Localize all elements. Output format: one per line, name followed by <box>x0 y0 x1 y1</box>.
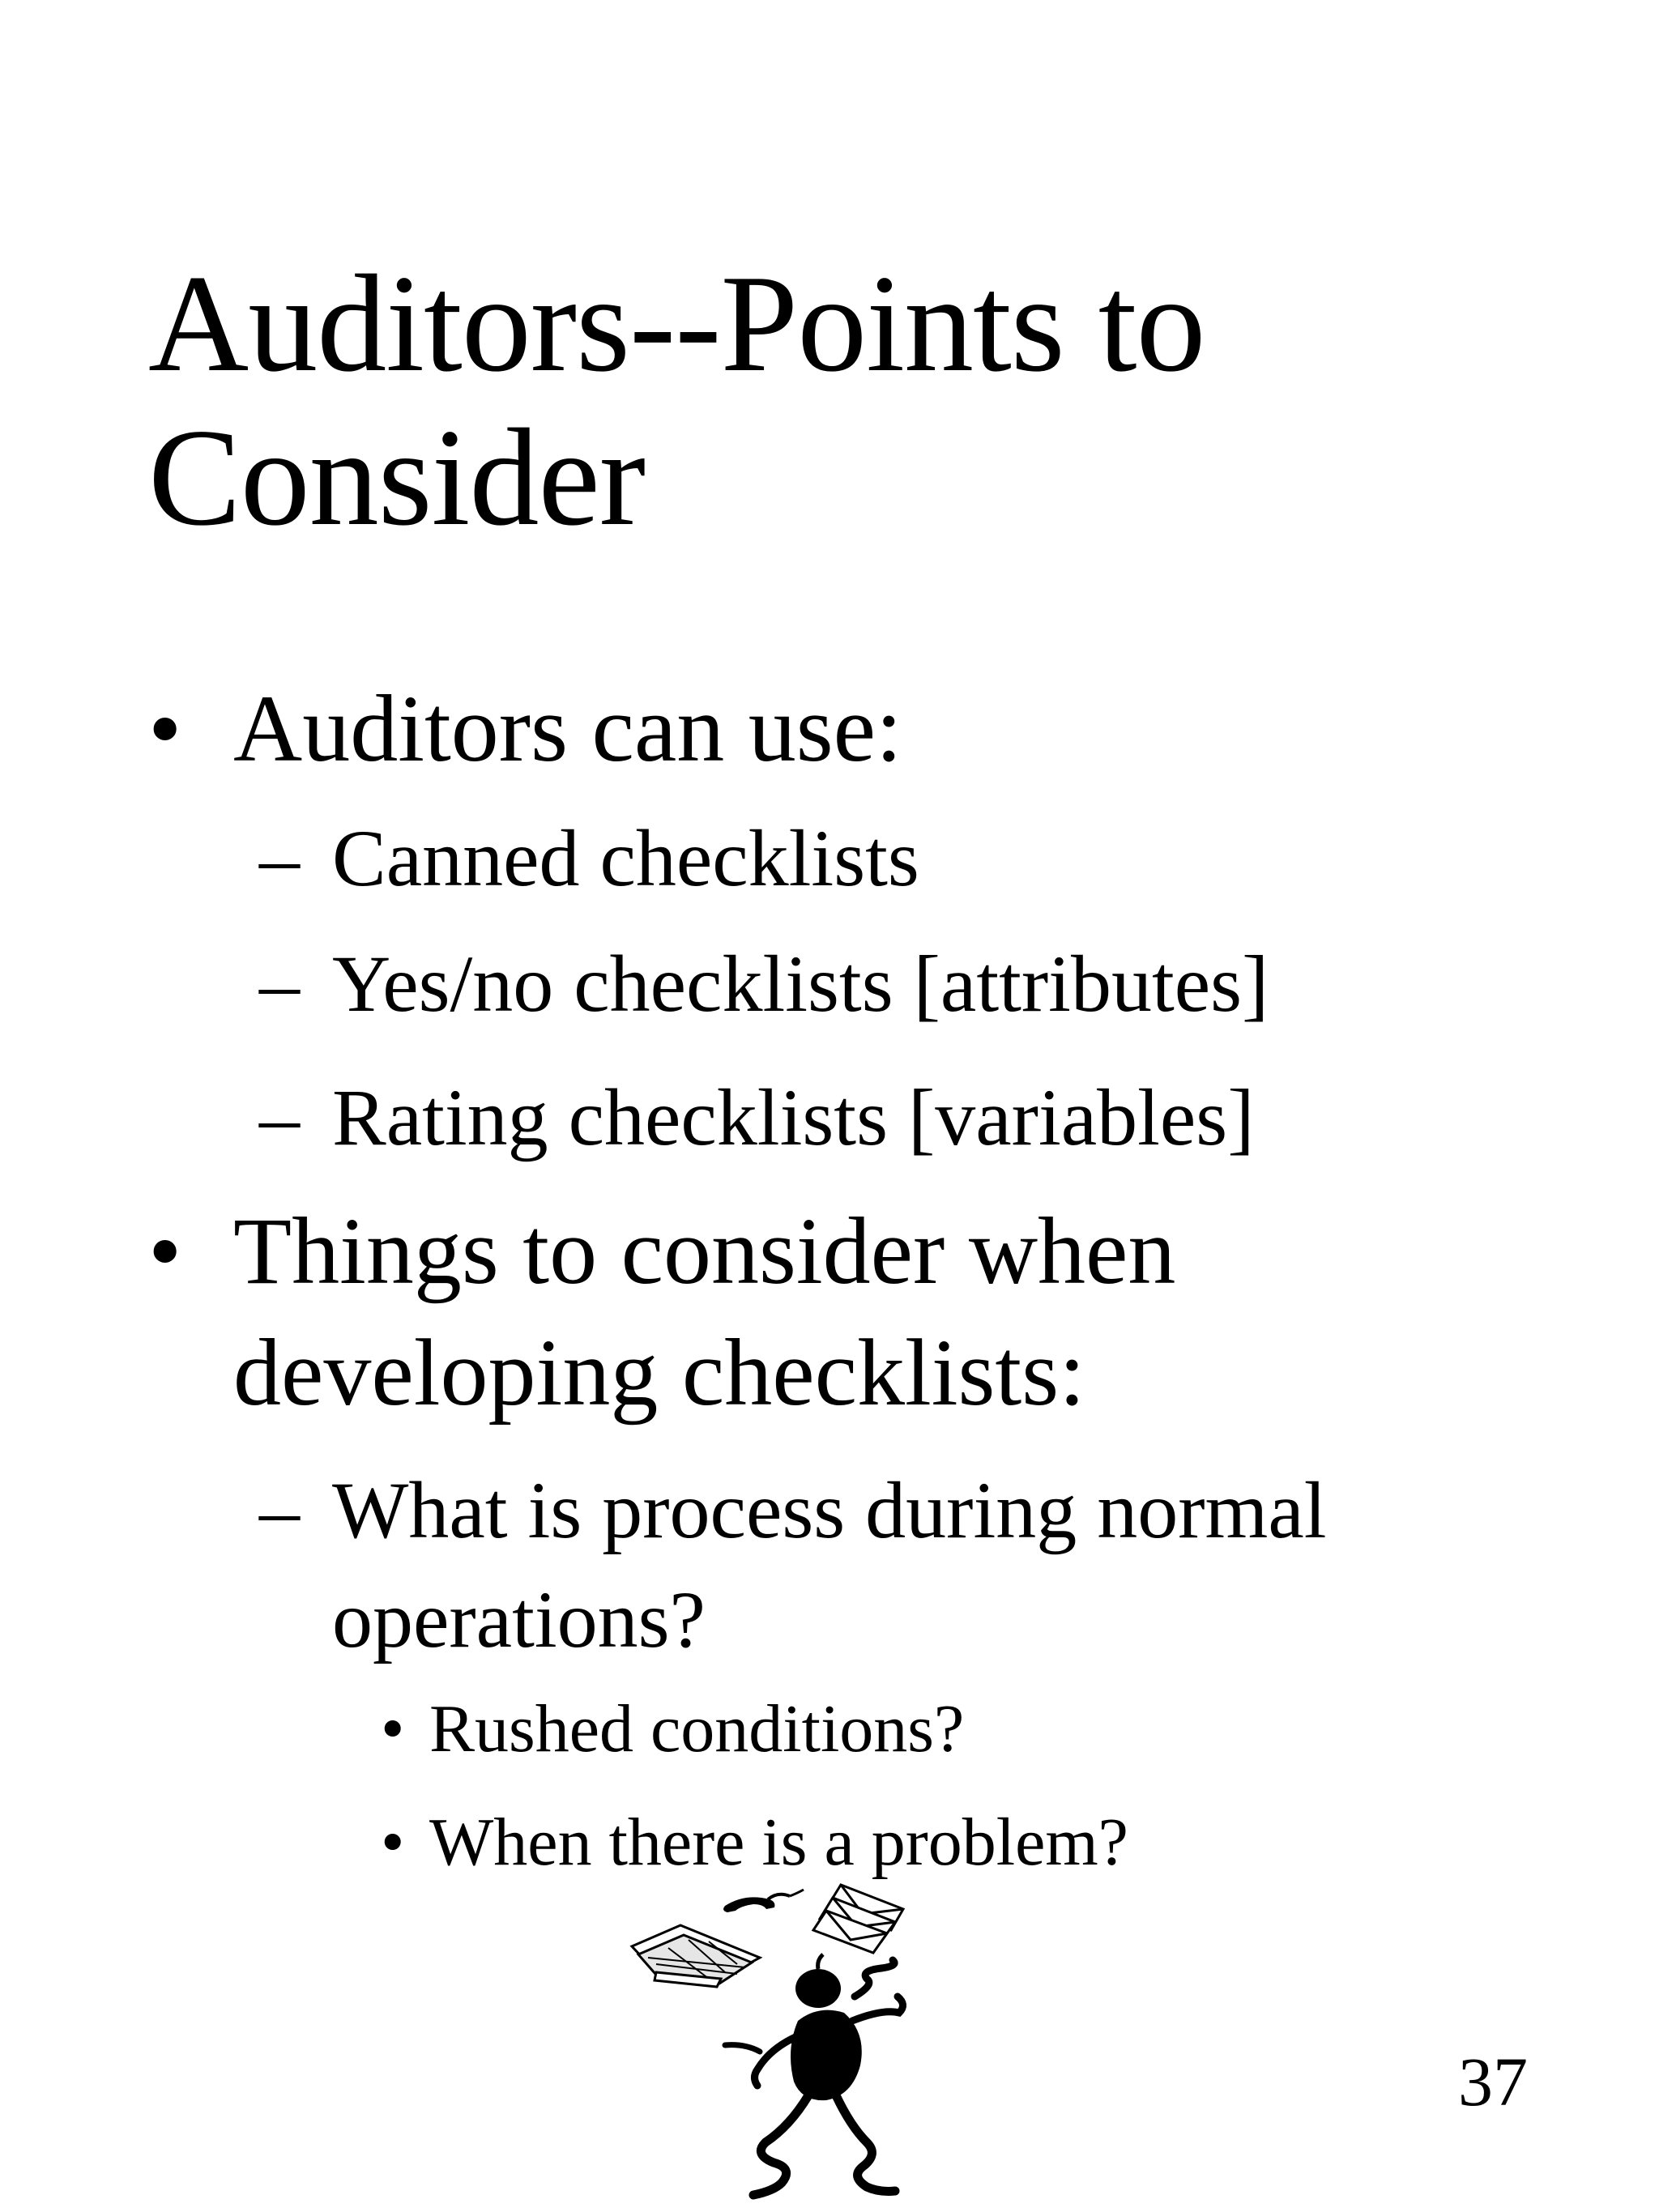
sub-bullet-text: Rating checklists [variables] <box>332 1072 1255 1162</box>
telephone-icon <box>723 1890 804 1912</box>
sub-bullet-text: Yes/no checklists [attributes] <box>332 939 1269 1029</box>
sub-sub-bullet-text: When there is a problem? <box>429 1805 1128 1880</box>
bullet-text: developing checklists: <box>233 1319 1085 1426</box>
sub-bullet-text: Canned checklists <box>332 813 919 903</box>
bullet-text: Things to consider when <box>233 1198 1176 1304</box>
dash-marker: – <box>259 813 300 903</box>
bullet-marker: • <box>381 1691 405 1767</box>
bullet-text: Auditors can use: <box>233 676 902 782</box>
bullet-marker: • <box>148 1198 182 1304</box>
dash-marker: – <box>259 1072 300 1162</box>
juggling-person-icon <box>624 1883 1004 2207</box>
keyboard-icon <box>632 1925 760 1987</box>
sub-bullet-text: What is process during normal <box>332 1465 1327 1555</box>
slide-title: Auditors--Points to Consider <box>148 247 1205 555</box>
bullet-marker: • <box>381 1805 405 1880</box>
dash-marker: – <box>259 1465 300 1555</box>
slide-page-number: 37 <box>1458 2043 1528 2120</box>
envelopes-icon <box>813 1885 903 1953</box>
sub-bullet-text: operations? <box>332 1575 706 1664</box>
bullet-marker: • <box>148 676 182 782</box>
dash-marker: – <box>259 939 300 1029</box>
sub-sub-bullet-text: Rushed conditions? <box>429 1691 965 1767</box>
